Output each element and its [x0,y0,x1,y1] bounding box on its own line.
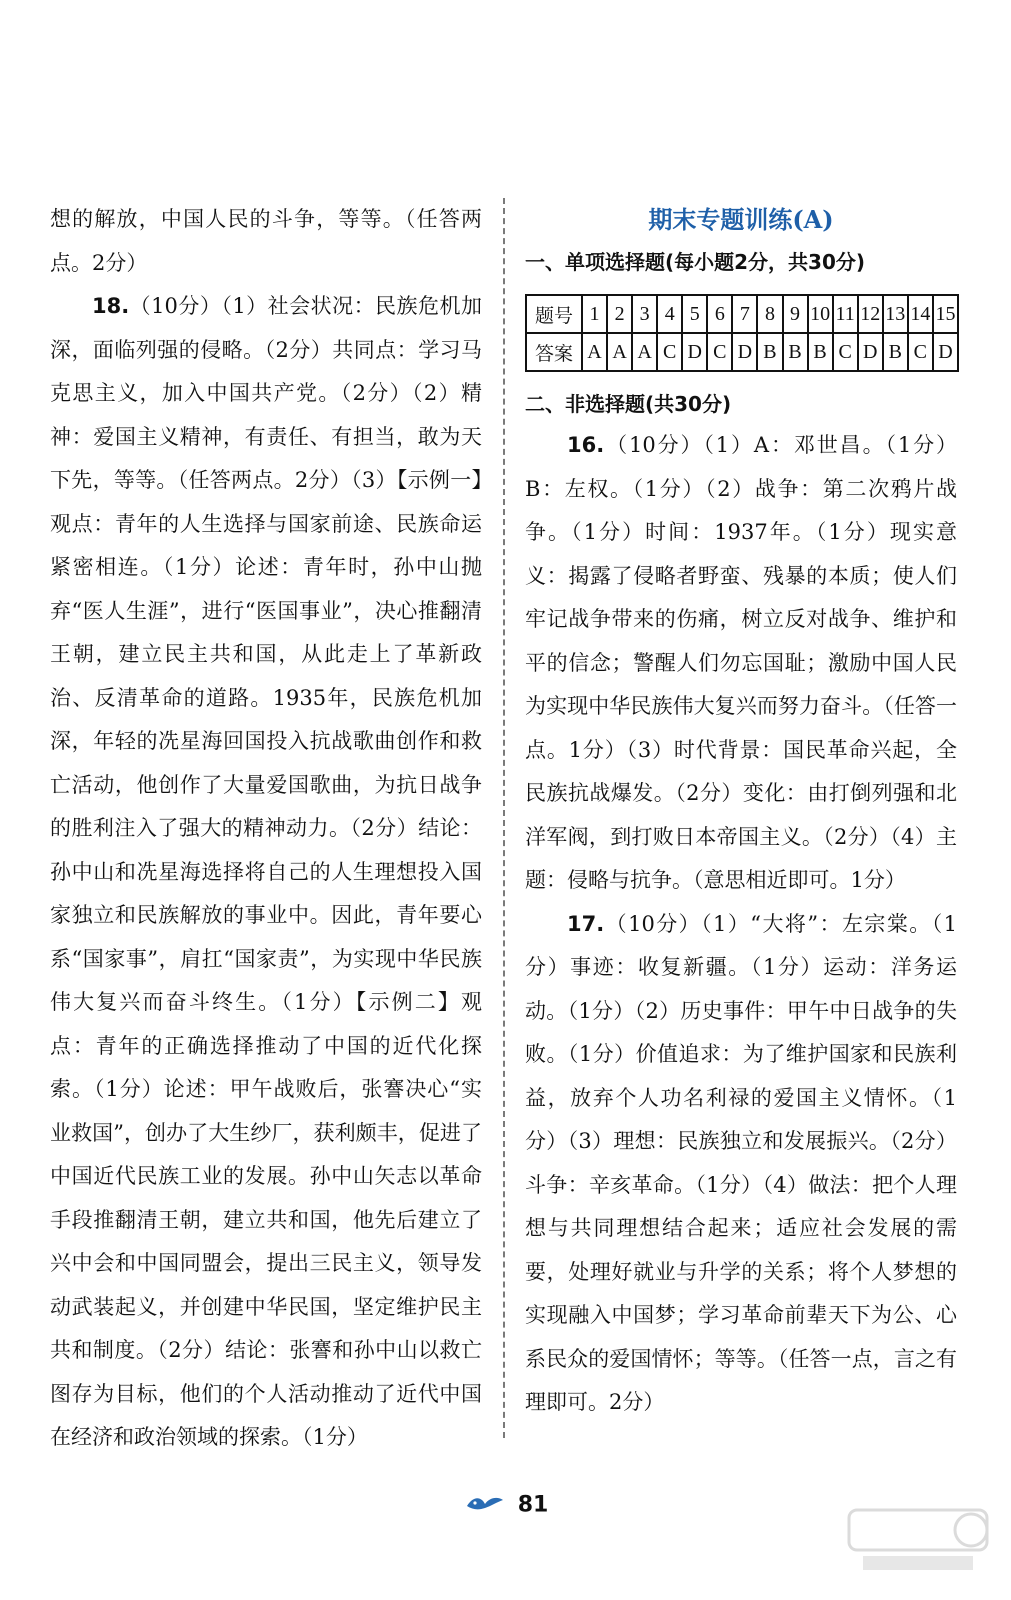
table-cell: C [707,333,732,371]
table-cell: 13 [883,295,908,333]
table-cell: A [632,333,657,371]
table-cell: B [808,333,833,371]
table-cell: A [582,333,607,371]
question-17-number: 17. [567,911,605,936]
table-cell: 4 [657,295,682,333]
question-18-number: 18. [92,294,130,318]
section-title: 期末专题训练(A) [648,205,834,234]
question-17-text: （10分）（1）“大将”：左宗棠。（1分）事迹：收复新疆。（1分）运动：洋务运动。（1分）（2）历史事件：甲午中日战争的失败。（1分）价值追求：为了维护国家和民族利益，放弃个人功名利禄的爱国主义情怀。（1分）（3）理想：民族独立和发展振兴。（2分）斗争：辛亥革命。（1分）（4）做法：把个人理想与共同理想结合起来；适应社会发展的需要，处理好就业与升学的关系；将个人梦想的实现融入中国梦；学习革命前辈天下为公、心系民众的爱国情怀；等等。（任答一点，言之有理即可。2分） [525,911,957,1414]
table-cell: D [682,333,707,371]
question-17-answer [525,903,957,1425]
table-cell: 2 [607,295,632,333]
table-cell: 11 [833,295,858,333]
table-cell: 14 [908,295,933,333]
question-16-text: （10分）（1）A：邓世昌。（1分）B：左权。（1分）（2）战争：第二次鸦片战争。（1分）时间：1937年。（1分）现实意义：揭露了侵略者野蛮、残暴的本质；使人们牢记战争带来的伤痛，树立反对战争、维护和平的信念；警醒人们勿忘国耻；激励中国人民为实现中华民族伟大复兴而努力奋斗。（任答一点。1分）（3）时代背景：国民革命兴起，全民族抗战爆发。（2分）变化：由打倒列强和北洋军阀，到打败日本帝国主义。（2分）（4）主题：侵略与抗争。（意思相近即可。1分） [525,433,957,892]
table-cell: B [757,333,782,371]
table-header-answer: 答案 [526,333,582,371]
page-number: 81 [517,1492,549,1518]
column-divider [503,198,505,1438]
section-heading-non-choice: 二、非选择题(共30分) [525,392,732,416]
table-cell: C [657,333,682,371]
table-cell: 7 [732,295,757,333]
question-16-answer [525,424,957,903]
watermark-logo [843,1506,993,1580]
table-row-answers [526,333,958,371]
question-18-answer [50,285,482,1460]
table-cell: 8 [757,295,782,333]
question-18-text: （10分）（1）社会状况：民族危机加深，面临列强的侵略。（2分）共同点：学习马克思主义，加入中国共产党。（2分）（2）精神：爱国主义精神，有责任、有担当，敢为天下先，等等。（任答两点。2分）（3）【示例一】观点：青年的人生选择与国家前途、民族命运紧密相连。（1分）论述：青年时，孙中山抛弃“医人生涯”，进行“医国事业”，决心推翻清王朝，建立民主共和国，从此走上了革新政治、反清革命的道路。1935年，民族危机加深，年轻的冼星海回国投入抗战歌曲创作和救亡活动，他创作了大量爱国歌曲，为抗日战争的胜利注入了强大的精神动力。（2分）结论：孙中山和冼星海选择将自己的人生理想投入国家独立和民族解放的事业中。因此，青年要心系“国家事”，肩扛“国家责”，为实现中华民族伟大复兴而奋斗终生。（1分）【示例二】观点：青年的正确选择推动了中国的近代化探索。（1分）论述：甲午战败后，张謇决心“实业救国”，创办了大生纱厂，获利颇丰，促进了中国近代民族工业的发展。孙中山矢志以革命手段推翻清王朝，建立共和国，他先后建立了兴中会和中国同盟会，提出三民主义，领导发动武装起义，并创建中华民国，坚定维护民主共和制度。（2分）结论：张謇和孙中山以救亡图存为目标，他们的个人活动推动了近代中国在经济和政治领域的探索。（1分） [50,294,482,1449]
continued-answer-paragraph: 想的解放，中国人民的斗争，等等。（任答两点。2分） [50,207,482,275]
table-cell: C [908,333,933,371]
left-column [50,198,482,1460]
section-heading-multiple-choice: 一、单项选择题(每小题2分，共30分) [525,250,866,274]
table-cell: 6 [707,295,732,333]
bird-icon [463,1492,507,1518]
table-cell: 3 [632,295,657,333]
table-cell: A [607,333,632,371]
table-cell: D [933,333,958,371]
table-row-numbers [526,295,958,333]
right-column [525,198,957,1425]
table-cell: 1 [582,295,607,333]
table-cell: 12 [858,295,883,333]
answer-table [525,294,959,372]
question-16-number: 16. [567,433,605,457]
table-cell: 5 [682,295,707,333]
table-cell: D [858,333,883,371]
table-header-number: 题号 [526,295,582,333]
table-cell: 10 [808,295,833,333]
table-cell: B [783,333,808,371]
table-cell: 9 [783,295,808,333]
table-cell: C [833,333,858,371]
table-cell: B [883,333,908,371]
table-cell: 15 [933,295,958,333]
table-cell: D [732,333,757,371]
